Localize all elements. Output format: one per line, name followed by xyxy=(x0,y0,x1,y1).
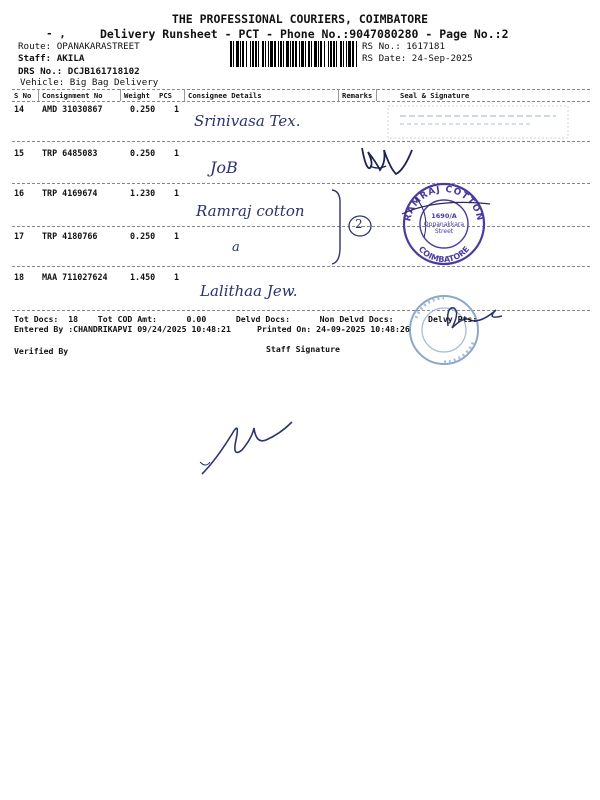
printed-on: Printed On: 24-09-2025 10:48:26 xyxy=(257,324,410,334)
col-separator xyxy=(38,89,39,101)
col-remarks: Remarks xyxy=(342,91,373,100)
barcode-bar xyxy=(330,41,332,67)
barcode-bar xyxy=(242,41,244,67)
barcode-bar xyxy=(318,41,319,67)
remark-circled-number: 2 xyxy=(355,217,363,231)
row-16-weight: 1.230 xyxy=(130,188,156,198)
row-15-weight: 0.250 xyxy=(130,148,156,158)
runsheet-title: Delivery Runsheet - PCT - Phone No.:9047080280 - Page No.:2 xyxy=(100,27,509,41)
barcode-bar xyxy=(278,41,279,67)
barcode-bar xyxy=(268,41,269,67)
barcode-bar xyxy=(308,41,310,67)
rs-number: RS No.: 1617181 xyxy=(362,41,445,52)
barcode-bar xyxy=(262,41,264,67)
row-17-consignment: TRP 4180766 xyxy=(42,231,98,241)
staff-label: Staff: AKILA xyxy=(18,53,85,64)
company-seal-stamp xyxy=(396,178,492,268)
barcode-bar xyxy=(299,41,300,67)
col-pcs: PCS xyxy=(159,91,172,100)
svg-text:COIMBATORE: COIMBATORE xyxy=(416,244,472,265)
barcode-bar xyxy=(311,41,312,67)
row-17-pcs: 1 xyxy=(174,231,180,241)
barcode-bar xyxy=(333,41,335,67)
barcode-bar xyxy=(283,41,284,67)
row-14-weight: 0.250 xyxy=(130,104,156,114)
company-title: THE PROFESSIONAL COURIERS, COIMBATORE xyxy=(171,12,429,26)
row-14-handwritten: Srinivasa Tex. xyxy=(194,112,301,130)
staff-signature-label: Staff Signature xyxy=(266,344,340,354)
rs-date: RS Date: 24-Sep-2025 xyxy=(362,53,473,64)
barcode-bar xyxy=(340,41,342,67)
vehicle-label: Vehicle: Big Bag Delivery xyxy=(20,77,159,88)
barcode-bar xyxy=(295,41,297,67)
row-16-pcs: 1 xyxy=(174,188,180,198)
svg-text:Oppanakkara: Oppanakkara xyxy=(423,221,465,228)
verified-by-label: Verified By xyxy=(14,346,69,356)
barcode-bar xyxy=(250,41,251,67)
row-18-weight: 1.450 xyxy=(130,272,156,282)
row-15-sno: 15 xyxy=(14,148,25,158)
faint-stamp-impression xyxy=(380,102,580,142)
svg-text:Street: Street xyxy=(434,228,454,235)
barcode-bar xyxy=(352,41,354,67)
col-separator xyxy=(338,89,339,101)
col-separator xyxy=(376,89,377,101)
col-sno: S No xyxy=(14,91,32,100)
drs-number: DRS No.: DCJB161718102 xyxy=(18,66,140,77)
row-18-pcs: 1 xyxy=(174,272,180,282)
barcode-bar xyxy=(252,41,254,67)
barcode-bar xyxy=(230,41,232,67)
table-top-rule xyxy=(12,89,590,90)
row-rule xyxy=(12,183,590,184)
route-label: Route: OPANAKARASTREET xyxy=(18,41,140,52)
col-separator xyxy=(120,89,121,101)
row-rule xyxy=(12,266,590,267)
barcode-bar xyxy=(265,41,266,67)
barcode-bar xyxy=(328,41,329,67)
row-14-consignment: AMD 31030867 xyxy=(42,104,103,114)
barcode-bar xyxy=(233,41,234,67)
barcode xyxy=(230,41,358,67)
col-seal: Seal & Signature xyxy=(400,91,470,100)
totals-line: Tot Docs: 18 Tot COD Amt: 0.00 Delvd Docs: Non Delvd Docs: Delvy Pts: xyxy=(14,314,478,324)
barcode-bar xyxy=(240,41,241,67)
barcode-bar xyxy=(246,41,247,67)
row-15-pcs: 1 xyxy=(174,148,180,158)
row-15-consignment: TRP 6485083 xyxy=(42,148,98,158)
barcode-bar xyxy=(258,41,259,67)
barcode-bar xyxy=(343,41,344,67)
barcode-bar xyxy=(324,41,325,67)
row-18-handwritten: Lalithaa Jew. xyxy=(200,282,298,300)
barcode-bar xyxy=(346,41,347,67)
barcode-bar xyxy=(305,41,306,67)
row-14-sno: 14 xyxy=(14,104,25,114)
row-17-weight: 0.250 xyxy=(130,231,156,241)
row-17-sno: 17 xyxy=(14,231,25,241)
barcode-bar xyxy=(336,41,337,67)
barcode-bar xyxy=(236,41,239,67)
staff-signature xyxy=(196,410,306,480)
barcode-bar xyxy=(290,41,291,67)
barcode-bar xyxy=(301,41,304,67)
row-rule xyxy=(12,226,590,227)
row-17-handwritten: a xyxy=(232,240,240,255)
barcode-bar xyxy=(314,41,317,67)
header-marks: - , xyxy=(46,27,66,40)
entered-by: Entered By :CHANDRIKAPVI 09/24/2025 10:48:21 xyxy=(14,324,231,334)
barcode-bar xyxy=(292,41,294,67)
barcode-bar xyxy=(348,41,351,67)
barcode-bar xyxy=(286,41,289,67)
row-18-sno: 18 xyxy=(14,272,25,282)
barcode-bar xyxy=(255,41,257,67)
row-16-handwritten: Ramraj cotton xyxy=(196,202,305,220)
barcode-bar xyxy=(274,41,276,67)
col-consignee: Consignee Details xyxy=(188,91,262,100)
row-16-sno: 16 xyxy=(14,188,25,198)
svg-text:1690/A: 1690/A xyxy=(431,212,457,220)
svg-text:RAMRAJ COTTON: RAMRAJ COTTON xyxy=(403,184,485,223)
barcode-bar xyxy=(356,41,357,67)
row-14-pcs: 1 xyxy=(174,104,180,114)
col-consignment: Consignment No xyxy=(42,91,103,100)
col-separator xyxy=(184,89,185,101)
barcode-bar xyxy=(280,41,282,67)
barcode-bar xyxy=(320,41,322,67)
row-18-consignment: MAA 711027624 xyxy=(42,272,108,282)
col-weight: Weight xyxy=(124,91,150,100)
row-16-consignment: TRP 4169674 xyxy=(42,188,98,198)
row-15-handwritten: JoB xyxy=(210,158,238,177)
barcode-bar xyxy=(270,41,273,67)
